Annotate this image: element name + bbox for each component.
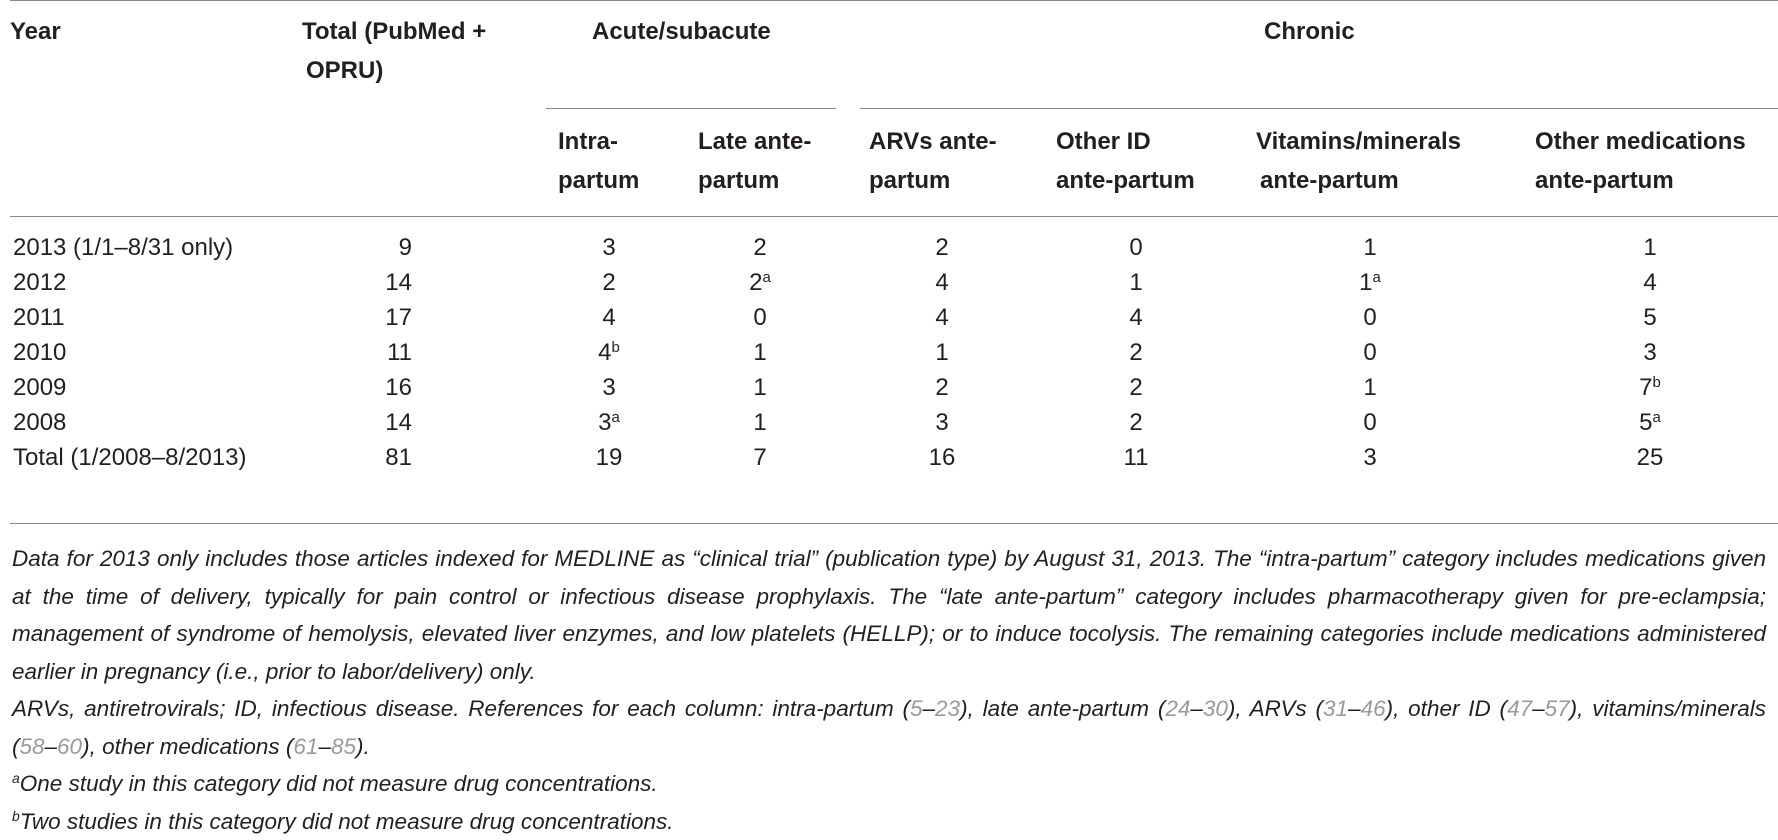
cell-late [720, 233, 800, 263]
footnote-b-mark: b [12, 808, 20, 824]
ref-arv-start[interactable]: 31 [1323, 696, 1348, 721]
cell-value: 2 [1129, 374, 1142, 401]
ref-othermed-end[interactable]: 85 [331, 734, 356, 759]
cell-othermed [1610, 408, 1690, 438]
cell-value: 0 [1129, 234, 1142, 261]
ref-intra-start[interactable]: 5 [910, 696, 923, 721]
footnote-marker: b [1653, 374, 1661, 391]
cell-total [332, 443, 412, 473]
cell-value: 14 [385, 409, 412, 436]
cell-value: 4 [602, 304, 615, 331]
cell-value: 1 [935, 339, 948, 366]
cell-late [720, 443, 800, 473]
cell-othermed [1610, 373, 1690, 403]
cell-arv [902, 303, 982, 333]
cell-late [720, 268, 800, 298]
cell-year [13, 373, 66, 403]
footnote-marker: a [1653, 409, 1661, 426]
cell-late [720, 303, 800, 333]
cell-arv [902, 338, 982, 368]
header-group-acute: Acute/subacute [592, 12, 771, 51]
ref-vit-end[interactable]: 60 [57, 734, 82, 759]
cell-value: 16 [385, 374, 412, 401]
cell-value: 4 [1643, 269, 1656, 296]
cell-intra [569, 268, 649, 298]
cell-value: 1 [1643, 234, 1656, 261]
cell-othermed [1610, 268, 1690, 298]
footnote-b-text: Two studies in this category did not measure drug concentrations. [20, 809, 674, 834]
cell-value: 3 [602, 374, 615, 401]
cell-late [720, 373, 800, 403]
table-header-rule [10, 216, 1778, 217]
cell-value: 7 [753, 444, 766, 471]
header-vit-line1: Vitamins/minerals [1256, 122, 1461, 161]
cell-otherid [1096, 268, 1176, 298]
cell-vit [1330, 338, 1410, 368]
table-notes [12, 540, 1766, 840]
cell-intra [569, 443, 649, 473]
header-arv-line1: ARVs ante- [869, 122, 997, 161]
chronic-group-rule [860, 108, 1778, 109]
cell-value: 0 [1363, 339, 1376, 366]
cell-value: Total (1/2008–8/2013) [13, 444, 247, 471]
cell-arv [902, 268, 982, 298]
cell-vit [1330, 268, 1410, 298]
header-group-chronic: Chronic [1264, 12, 1355, 51]
cell-value: 0 [753, 304, 766, 331]
cell-vit [1330, 408, 1410, 438]
cell-value: 14 [385, 269, 412, 296]
cell-otherid [1096, 373, 1176, 403]
header-intra-line2: partum [558, 161, 639, 200]
cell-value: 3 [935, 409, 948, 436]
footnote-b [12, 803, 1766, 840]
cell-vit [1330, 233, 1410, 263]
footnote-a [12, 765, 1766, 803]
cell-year [13, 408, 66, 438]
table-bottom-rule [10, 523, 1778, 524]
cell-value: 3 [602, 234, 615, 261]
cell-value: 4 [1129, 304, 1142, 331]
ref-late-start[interactable]: 24 [1165, 696, 1190, 721]
cell-arv [902, 408, 982, 438]
ref-otherid-end[interactable]: 57 [1545, 696, 1570, 721]
cell-total [332, 268, 412, 298]
cell-otherid [1096, 303, 1176, 333]
cell-value: 1 [1363, 234, 1376, 261]
cell-vit [1330, 303, 1410, 333]
cell-year [13, 338, 66, 368]
cell-value: 11 [1124, 444, 1149, 471]
cell-vit [1330, 373, 1410, 403]
acute-group-rule [546, 108, 836, 109]
cell-total [332, 303, 412, 333]
cell-otherid [1096, 233, 1176, 263]
cell-otherid [1096, 408, 1176, 438]
cell-intra [569, 338, 649, 368]
ref-otherid-start[interactable]: 47 [1507, 696, 1532, 721]
cell-value: 25 [1637, 444, 1664, 471]
cell-value: 1 [1129, 269, 1142, 296]
cell-value: 1 [753, 374, 766, 401]
cell-intra [569, 233, 649, 263]
header-arv-line2: partum [869, 161, 950, 200]
cell-intra [569, 373, 649, 403]
cell-value: 1 [1363, 374, 1376, 401]
cell-value: 1 [1359, 269, 1372, 296]
cell-value: 0 [1363, 304, 1376, 331]
cell-value: 16 [929, 444, 956, 471]
cell-value: 4 [598, 339, 611, 366]
cell-value: 9 [399, 234, 412, 261]
cell-year [13, 233, 233, 263]
note-paragraph-1: Data for 2013 only includes those articles indexed for MEDLINE as “clinical trial” (publication type) by August 31, 2013. The “intra-partum” category includes medications given at the time of delivery, typically for pain control or infectious disease prophylaxis. The “late ante-partum” category includes pharmacotherapy given for pre-eclampsia; management of syndrome of hemolysis, elevated liver enzymes, and low platelets (HELLP); or to induce tocolysis. The remaining categories include medications administered earlier in pregnancy (i.e., prior to labor/delivery) only. [12, 540, 1766, 690]
cell-value: 4 [935, 304, 948, 331]
cell-value: 1 [753, 339, 766, 366]
cell-value: 2012 [13, 269, 66, 296]
header-othermed-line2: ante-partum [1535, 161, 1674, 200]
header-year: Year [10, 12, 61, 51]
cell-value: 1 [753, 409, 766, 436]
cell-late [720, 338, 800, 368]
cell-othermed [1610, 303, 1690, 333]
cell-value: 7 [1639, 374, 1652, 401]
cell-othermed [1610, 338, 1690, 368]
cell-value: 2013 (1/1–8/31 only) [13, 234, 233, 261]
cell-year [13, 268, 66, 298]
cell-intra [569, 408, 649, 438]
cell-year [13, 303, 65, 333]
ref-othermed-start[interactable]: 61 [293, 734, 318, 759]
cell-value: 2010 [13, 339, 66, 366]
header-total-line2: OPRU) [306, 51, 383, 90]
cell-value: 4 [935, 269, 948, 296]
cell-late [720, 408, 800, 438]
cell-value: 2011 [13, 304, 65, 331]
table-top-rule [10, 0, 1778, 1]
header-late-line2: partum [698, 161, 779, 200]
cell-value: 5 [1639, 409, 1652, 436]
cell-year [13, 443, 247, 473]
cell-total [332, 233, 412, 263]
cell-value: 5 [1643, 304, 1656, 331]
ref-intra-end[interactable]: 23 [935, 696, 960, 721]
cell-value: 2 [602, 269, 615, 296]
note-paragraph-2: ARVs, antiretrovirals; ID, infectious disease. References for each column: intra-partum (5–23), late ante-partum (24–30), ARVs (31–46), other ID (47–57), vitamins/minerals (58–60), other medications (61–85). [12, 690, 1766, 765]
header-late-line1: Late ante- [698, 122, 811, 161]
footnote-marker: a [612, 409, 620, 426]
cell-value: 11 [387, 339, 412, 366]
cell-arv [902, 373, 982, 403]
cell-value: 0 [1363, 409, 1376, 436]
footnote-marker: b [612, 339, 620, 356]
cell-value: 19 [596, 444, 623, 471]
footnote-a-text: One study in this category did not measure drug concentrations. [20, 771, 658, 796]
header-vit-line2: ante-partum [1260, 161, 1399, 200]
ref-late-end[interactable]: 30 [1203, 696, 1228, 721]
header-othermed-line1: Other medications [1535, 122, 1746, 161]
header-otherid-line2: ante-partum [1056, 161, 1195, 200]
cell-value: 3 [1363, 444, 1376, 471]
cell-arv [902, 233, 982, 263]
footnote-marker: a [1373, 269, 1381, 286]
cell-total [332, 338, 412, 368]
ref-arv-end[interactable]: 46 [1361, 696, 1386, 721]
cell-total [332, 408, 412, 438]
cell-otherid [1096, 443, 1176, 473]
cell-value: 2 [1129, 339, 1142, 366]
cell-value: 2008 [13, 409, 66, 436]
cell-otherid [1096, 338, 1176, 368]
cell-value: 2 [935, 234, 948, 261]
cell-othermed [1610, 443, 1690, 473]
cell-value: 3 [598, 409, 611, 436]
cell-value: 17 [385, 304, 412, 331]
cell-arv [902, 443, 982, 473]
header-otherid-line1: Other ID [1056, 122, 1151, 161]
cell-vit [1330, 443, 1410, 473]
ref-vit-start[interactable]: 58 [20, 734, 45, 759]
cell-value: 3 [1643, 339, 1656, 366]
cell-value: 2009 [13, 374, 66, 401]
header-intra-line1: Intra- [558, 122, 618, 161]
header-total-line1: Total (PubMed + [302, 12, 486, 51]
cell-othermed [1610, 233, 1690, 263]
cell-intra [569, 303, 649, 333]
footnote-a-mark: a [12, 770, 20, 786]
footnote-marker: a [763, 269, 771, 286]
cell-value: 2 [935, 374, 948, 401]
cell-value: 2 [753, 234, 766, 261]
cell-total [332, 373, 412, 403]
cell-value: 2 [749, 269, 762, 296]
cell-value: 81 [385, 444, 412, 471]
cell-value: 2 [1129, 409, 1142, 436]
